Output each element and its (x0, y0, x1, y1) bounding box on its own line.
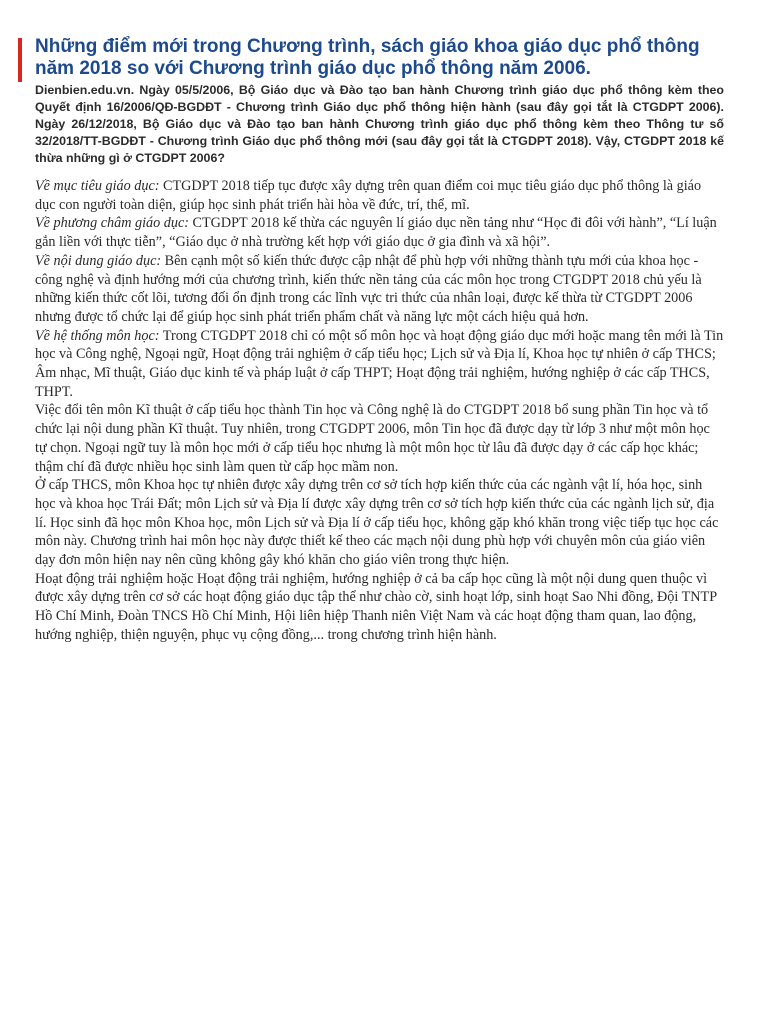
article (18, 36, 724, 645)
section-text: Bên cạnh một số kiến thức được cập nhật để phù hợp với những thành tựu mới của khoa học - công nghệ và định hướng mới của chương trình, kiến thức nền tảng của các môn học trong CTGDPT 2018 chủ yếu là những kiến thức cốt lõi, tương đối ổn định trong các lĩnh vực tri thức của nhân loại, được kế thừa từ CTGDPT 2006 nhưng được tổ chức lại để giúp học sinh phát triển phẩm chất và năng lực một cách hiệu quả hơn. (35, 252, 702, 325)
article-body (35, 177, 724, 645)
title-accent-bar (18, 38, 22, 82)
article-title: Những điểm mới trong Chương trình, sách giáo khoa giáo dục phổ thông năm 2018 so với Chương trình giáo dục phổ thông năm 2006. (35, 36, 700, 79)
section-he-thong (35, 327, 724, 402)
section-label: Về phương châm giáo dục: (35, 215, 189, 232)
article-lead: Dienbien.edu.vn. Ngày 05/5/2006, Bộ Giáo dục và Đào tạo ban hành Chương trình giáo dục phổ thông kèm theo Quyết định 16/2006/QĐ-BGDĐT - Chương trình Giáo dục phổ thông hiện hành (sau đây gọi tắt là CTGDPT 2006). Ngày 26/12/2018, Bộ Giáo dục và Đào tạo ban hành Chương trình giáo dục phổ thông kèm theo Thông tư số 32/2018/TT-BGDĐT - Chương trình Giáo dục phổ thông mới (sau đây gọi tắt là CTGDPT 2018). Vậy, CTGDPT 2018 kế thừa những gì ở CTGDPT 2006? (35, 83, 724, 165)
section-label: Về mục tiêu giáo dục: (35, 178, 160, 194)
section-text: Trong CTGDPT 2018 chỉ có một số môn học và hoạt động giáo dục mới hoặc mang tên mới là Tin học và Công nghệ, Ngoại ngữ, Hoạt động trải nghiệm ở cấp tiểu học; Lịch sử và Địa lí, Khoa học tự nhiên ở cấp THCS; Âm nhạc, Mĩ thuật, Giáo dục kinh tế và pháp luật ở cấp THPT; Hoạt động trải nghiệm, hướng nghiệp ở các cấp THCS, THPT. (35, 327, 724, 400)
section-text: CTGDPT 2018 kế thừa các nguyên lí giáo dục nền tảng như “Học đi đôi với hành”, “Lí luận gắn liền với thực tiễn”, “Giáo dục ở nhà trường kết hợp với giáo dục ở gia đình và xã hội”. (35, 215, 717, 251)
section-label: Về nội dung giáo dục: (35, 252, 162, 269)
section-label: Về hệ thống môn học: (35, 327, 160, 344)
body-paragraph: Hoạt động trải nghiệm hoặc Hoạt động trải nghiệm, hướng nghiệp ở cả ba cấp học cũng là một nội dung quen thuộc vì được xây dựng trên cơ sở các hoạt động giáo dục tập thể như chào cờ, sinh hoạt lớp, sinh hoạt Sao Nhi đồng, Đội TNTP Hồ Chí Minh, Đoàn TNCS Hồ Chí Minh, Hội liên hiệp Thanh niên Việt Nam và các hoạt động tham quan, lao động, hướng nghiệp, thiện nguyện, phục vụ cộng đồng,... trong chương trình hiện hành. (35, 570, 717, 643)
title-block (18, 36, 724, 80)
section-muc-tieu (35, 177, 724, 214)
body-paragraph: Ở cấp THCS, môn Khoa học tự nhiên được xây dựng trên cơ sở tích hợp kiến thức của các ngành vật lí, hóa học, sinh học và khoa học Trái Đất; môn Lịch sử và Địa lí được xây dựng trên cơ sở tích hợp kiến thức của các ngành lịch sử, địa lí. Học sinh đã học môn Khoa học, môn Lịch sử và Địa lí ở cấp tiểu học, không gặp khó khăn trong việc tiếp tục học các môn này. Chương trình hai môn học này được thiết kế theo các mạch nội dung phù hợp với chuyên môn của giáo viên dạy đơn môn hiện nay nên cũng không gây khó khăn cho giáo viên trong thực hiện. (35, 477, 719, 569)
section-noi-dung (35, 252, 724, 327)
section-phuong-cham (35, 214, 724, 251)
section-text: CTGDPT 2018 tiếp tục được xây dựng trên quan điểm coi mục tiêu giáo dục phổ thông là giáo dục con người toàn diện, giúp học sinh phát triển hài hòa về đức, trí, thể, mĩ. (35, 178, 702, 213)
body-paragraph: Việc đổi tên môn Kĩ thuật ở cấp tiểu học thành Tin học và Công nghệ là do CTGDPT 2018 bổ sung phần Tin học và tổ chức lại nội dung phần Kĩ thuật. Tuy nhiên, trong CTGDPT 2006, môn Tin học đã được dạy từ lớp 3 như một môn học tự chọn. Ngoại ngữ tuy là môn học mới ở cấp tiểu học nhưng là một môn học từ lâu đã được dạy ở các cấp học khác; thậm chí đã được nhiều học sinh làm quen từ cấp học mầm non. (35, 402, 710, 475)
